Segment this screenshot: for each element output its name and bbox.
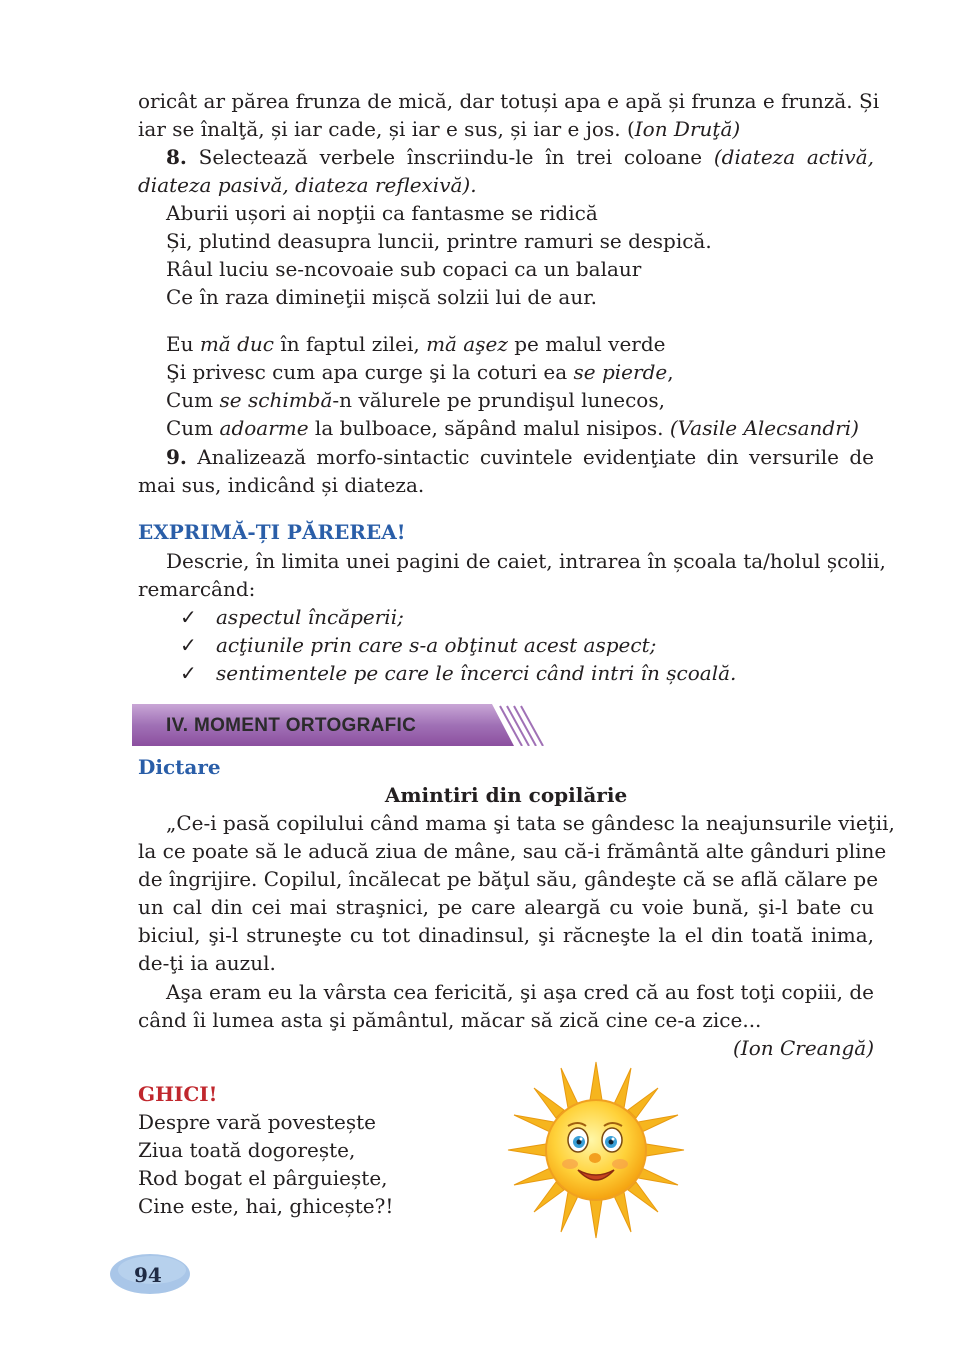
text-fragment: Eu [166, 332, 200, 356]
section-heading: GHICI! [138, 1082, 218, 1106]
text-line: un cal din cei mai straşnici, pe care aleargă cu voie bună, şi-l bate cu [138, 895, 874, 919]
checklist-item [180, 603, 874, 631]
highlighted-word: se pierde [573, 360, 668, 384]
dictation-title: Amintiri din copilărie [384, 783, 628, 807]
checklist-text: sentimentele pe care le încerci când intri în școală. [216, 661, 737, 685]
text-fragment: în faptul zilei, [273, 332, 427, 356]
text-fragment: Cum [166, 416, 220, 440]
page-number: 94 [134, 1263, 162, 1287]
text-line: biciul, şi-l struneşte cu tot dinadinsul, şi răcneşte la el din toată inima, [138, 923, 874, 947]
poem-line: Râul luciu se-ncovoaie sub copaci ca un balaur [166, 257, 642, 281]
text-line: Descrie, în limita unei pagini de caiet, intrarea în școala ta/holul școlii, [166, 549, 886, 573]
poem-line [166, 358, 874, 386]
checklist-text: acţiunile prin care s-a obţinut acest aspect; [216, 633, 657, 657]
smiling-sun-icon [506, 1060, 686, 1240]
text-line: remarcând: [138, 577, 256, 601]
poem-line: Aburii ușori ai nopţii ca fantasme se ridică [166, 201, 598, 225]
checklist-text: aspectul încăperii; [216, 605, 404, 629]
check-icon: ✓ [180, 661, 197, 685]
poem-line [166, 386, 874, 414]
exercise-number: 8. [166, 145, 187, 169]
text-fragment: -n vălurele pe prundişul lunecos, [332, 388, 665, 412]
poem-line: Și, plutind deasupra luncii, printre ramuri se despică. [166, 229, 712, 253]
text-fragment: Şi privesc cum apa curge şi la coturi ea [166, 360, 574, 384]
highlighted-word: se schimbă [219, 388, 333, 412]
check-icon: ✓ [180, 633, 197, 657]
exercise-note: diateza pasivă, diateza reflexivă). [138, 173, 477, 197]
author-citation: (Ion Creangă) [732, 1036, 874, 1060]
text-line [138, 171, 874, 199]
poem-line [166, 414, 874, 442]
author-citation: (Vasile Alecsandri) [669, 416, 859, 440]
exercise-8 [166, 143, 874, 171]
exercise-text: Analizează morfo-sintactic cuvintele evidenţiate din versurile de [186, 445, 874, 469]
check-icon: ✓ [180, 605, 197, 629]
riddle-line: Cine este, hai, ghicește?! [138, 1194, 394, 1218]
text-line: când îi lumea asta şi pământul, măcar să zică cine ce-a zice... [138, 1008, 762, 1032]
exercise-9 [166, 443, 874, 471]
section-heading: Dictare [138, 755, 221, 779]
riddle-line: Despre vară povestește [138, 1110, 377, 1134]
text-line [138, 115, 874, 143]
text-line: „Ce-i pasă copilului când mama şi tata se gândesc la neajunsurile vieţii, [166, 811, 895, 835]
highlighted-word: mă duc [199, 332, 274, 356]
text-line: de-ţi ia auzul. [138, 951, 276, 975]
exercise-text: Selectează verbele înscriindu-le în trei coloane [186, 145, 714, 169]
text-fragment: pe malul verde [507, 332, 666, 356]
highlighted-word: mă aşez [426, 332, 508, 356]
exercise-note: (diateza activă, [713, 145, 875, 169]
poem-line [166, 330, 874, 358]
section-heading: EXPRIMĂ-ȚI PĂREREA! [138, 520, 406, 544]
highlighted-word: adoarme [219, 416, 309, 440]
section-banner-label: IV. MOMENT ORTOGRAFIC [166, 715, 417, 736]
text-fragment: iar se înalţă, și iar cade, și iar e sus, și iar e jos. ( [138, 117, 635, 141]
text-fragment: , [667, 360, 674, 384]
text-line: de îngrijire. Copilul, încălecat pe băţul său, gândeşte că se află călare pe [138, 867, 879, 891]
checklist-item [180, 631, 874, 659]
text-line: la ce poate să le aducă ziua de mâne, sau că-i frământă alte gânduri pline [138, 839, 887, 863]
text-fragment: la bulboace, săpând malul nisipos. [308, 416, 670, 440]
exercise-number: 9. [166, 445, 187, 469]
author-citation: Ion Druţă) [634, 117, 741, 141]
text-fragment: Cum [166, 388, 220, 412]
text-line: mai sus, indicând și diateza. [138, 473, 425, 497]
riddle-line: Rod bogat el pârguiește, [138, 1166, 388, 1190]
checklist-item [180, 659, 874, 687]
poem-line: Ce în raza dimineţii mișcă solzii lui de aur. [166, 285, 597, 309]
text-line: oricât ar părea frunza de mică, dar totuși apa e apă și frunza e frunză. Și [138, 89, 880, 113]
riddle-line: Ziua toată dogorește, [138, 1138, 356, 1162]
text-line: Aşa eram eu la vârsta cea fericită, şi aşa cred că au fost toţi copiii, de [166, 980, 874, 1004]
